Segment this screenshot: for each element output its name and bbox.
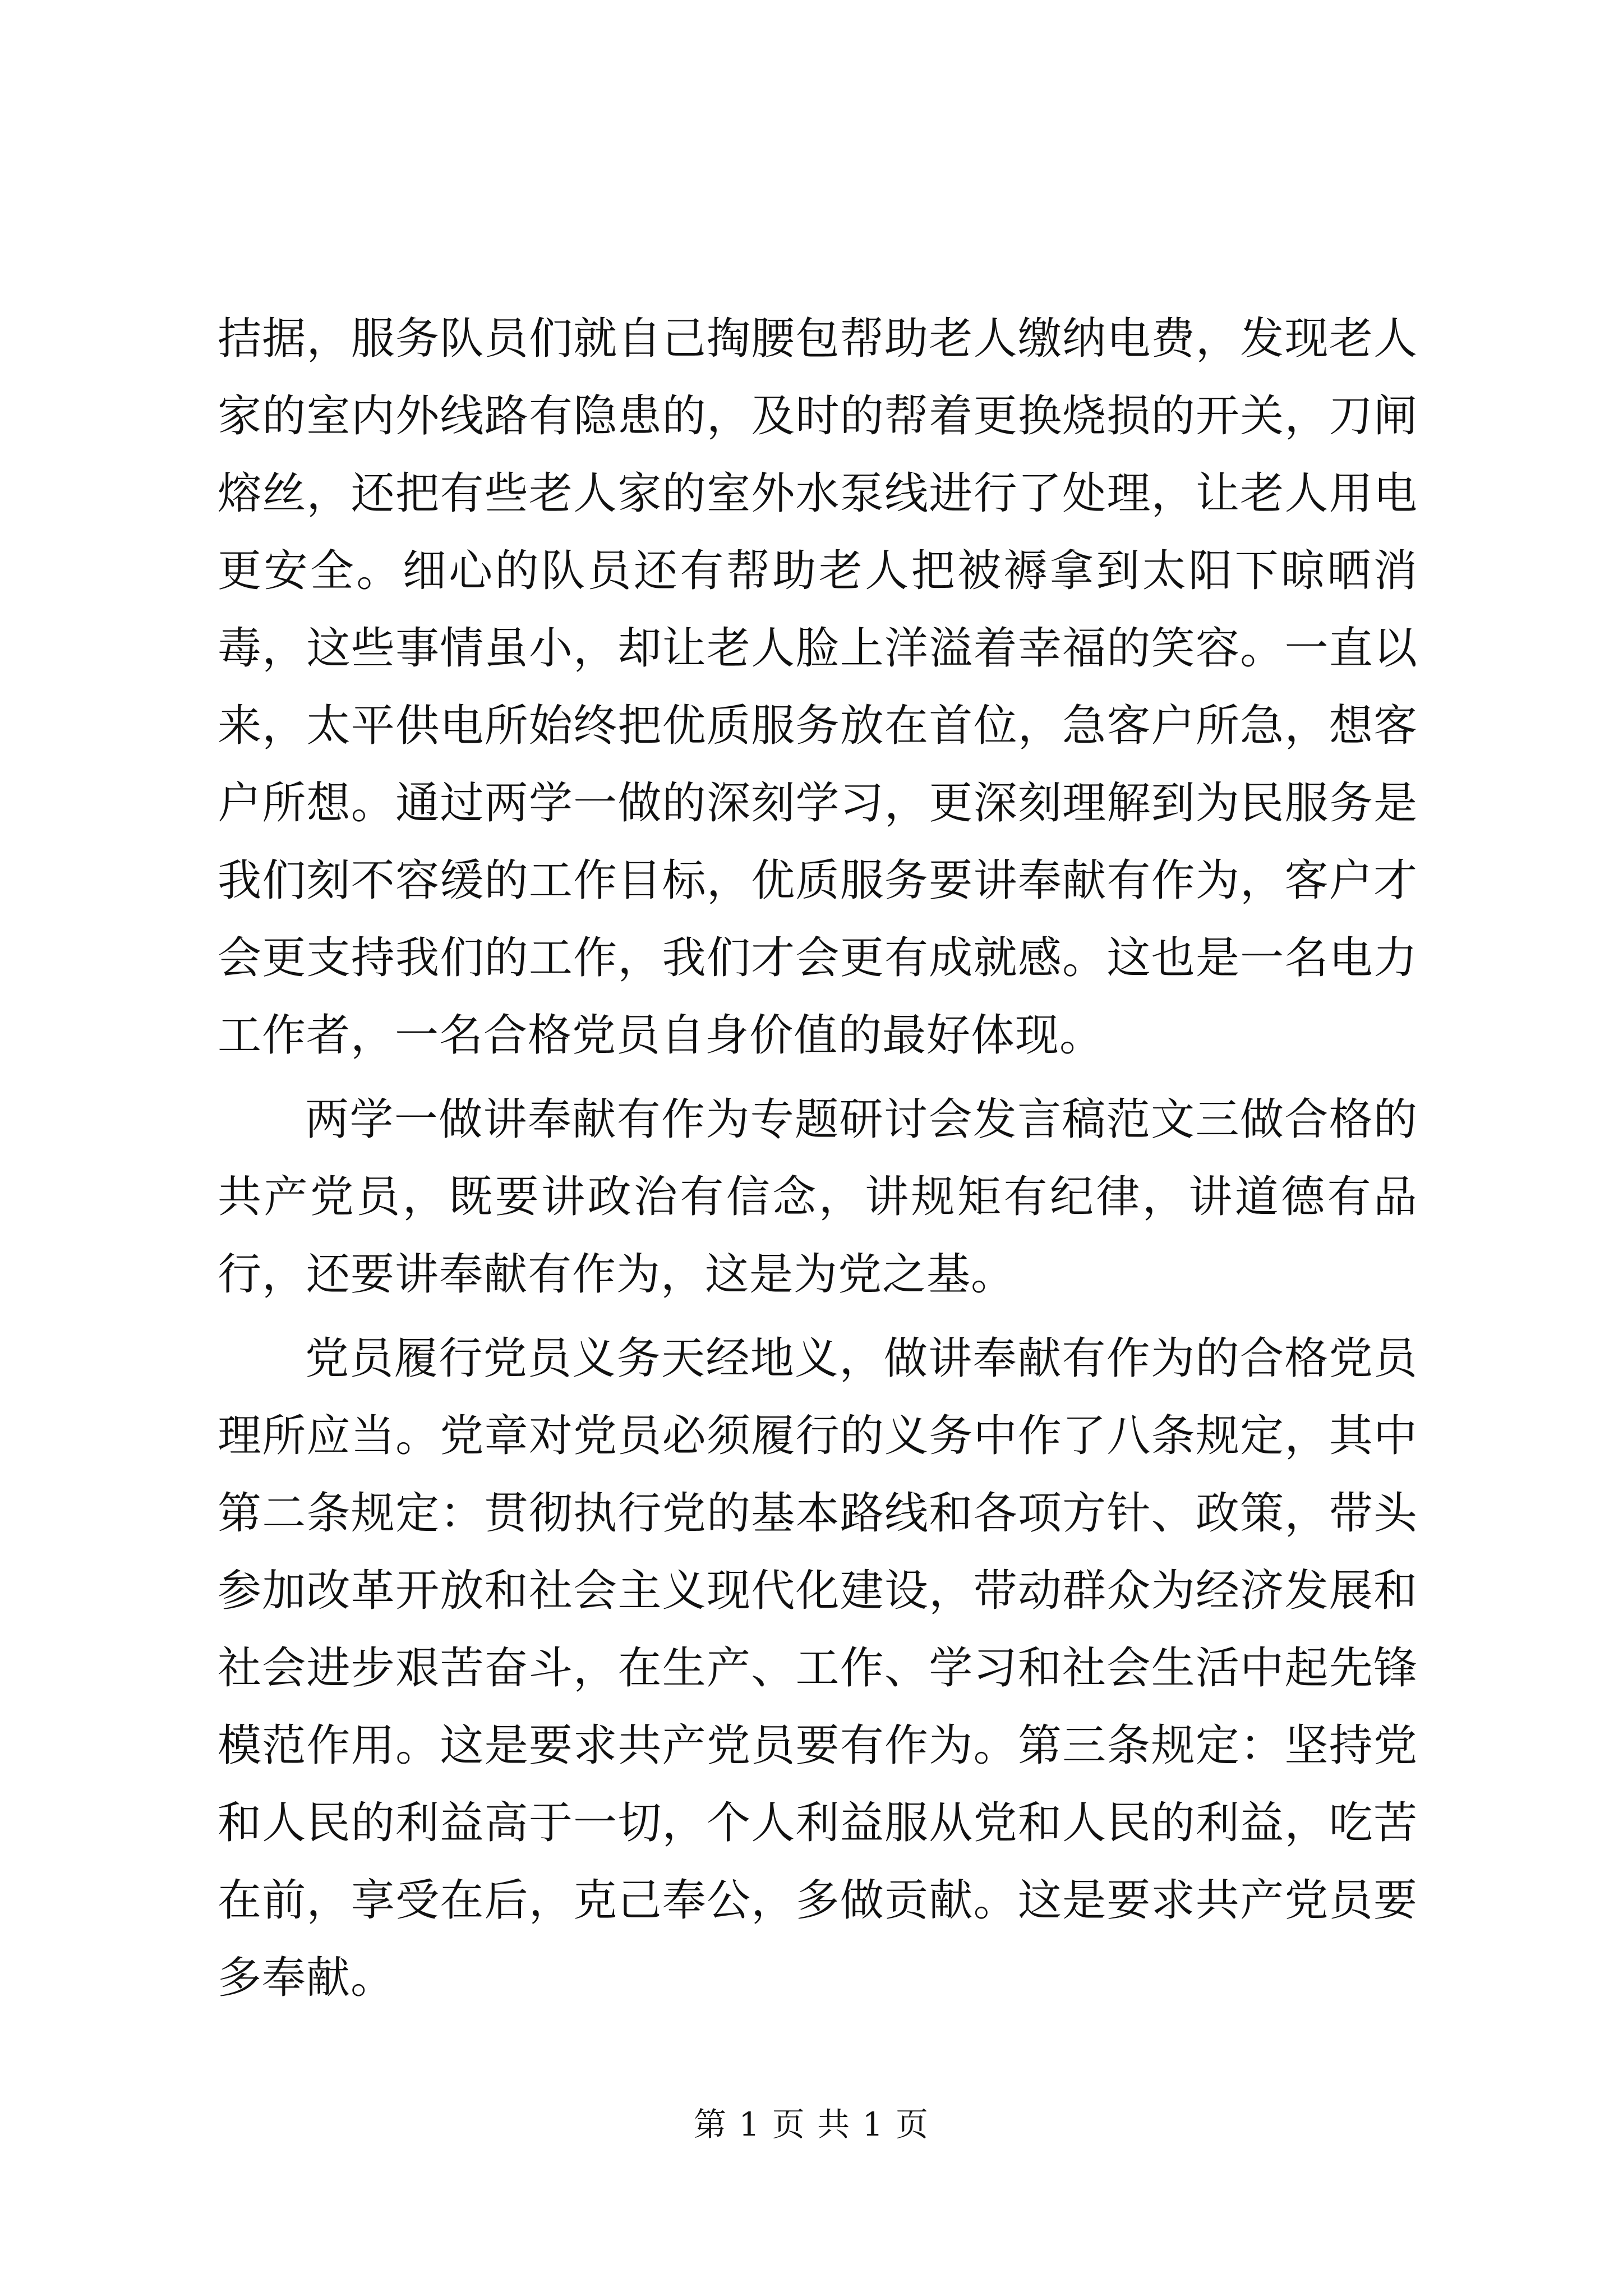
paragraph-2: 两学一做讲奉献有作为专题研讨会发言稿范文三做合格的共产党员，既要讲政治有信念，讲规矩有纪律，讲道德有品行，还要讲奉献有作为，这是为党之基。	[218, 1094, 1418, 1300]
body-text	[218, 300, 1418, 2023]
page-footer: 第 1 页 共 1 页	[694, 2105, 929, 2143]
paragraph-3: 党员履行党员义务天经地义，做讲奉献有作为的合格党员理所应当。党章对党员必须履行的义务中作了八条规定，其中第二条规定：贯彻执行党的基本路线和各项方针、政策，带头参加改革开放和社会主义现代化建设，带动群众为经济发展和社会进步艰苦奋斗，在生产、工作、学习和社会生活中起先锋模范作用。这是要求共产党员要有作为。第三条规定：坚持党和人民的利益高于一切，个人利益服从党和人民的利益，吃苦在前，享受在后，克己奉公，多做贡献。这是要求共产党员要多奉献。	[218, 1333, 1418, 2003]
paragraph-1: 拮据，服务队员们就自己掏腰包帮助老人缴纳电费，发现老人家的室内外线路有隐患的，及时的帮着更换烧损的开关，刀闸熔丝，还把有些老人家的室外水泵线进行了处理，让老人用电更安全。细心的队员还有帮助老人把被褥拿到太阳下晾晒消毒，这些事情虽小，却让老人脸上洋溢着幸福的笑容。一直以来，太平供电所始终把优质服务放在首位，急客户所急，想客户所想。通过两学一做的深刻学习，更深刻理解到为民服务是我们刻不容缓的工作目标，优质服务要讲奉献有作为，客户才会更支持我们的工作，我们才会更有成就感。这也是一名电力工作者，一名合格党员自身价值的最好体现。	[218, 314, 1418, 1061]
